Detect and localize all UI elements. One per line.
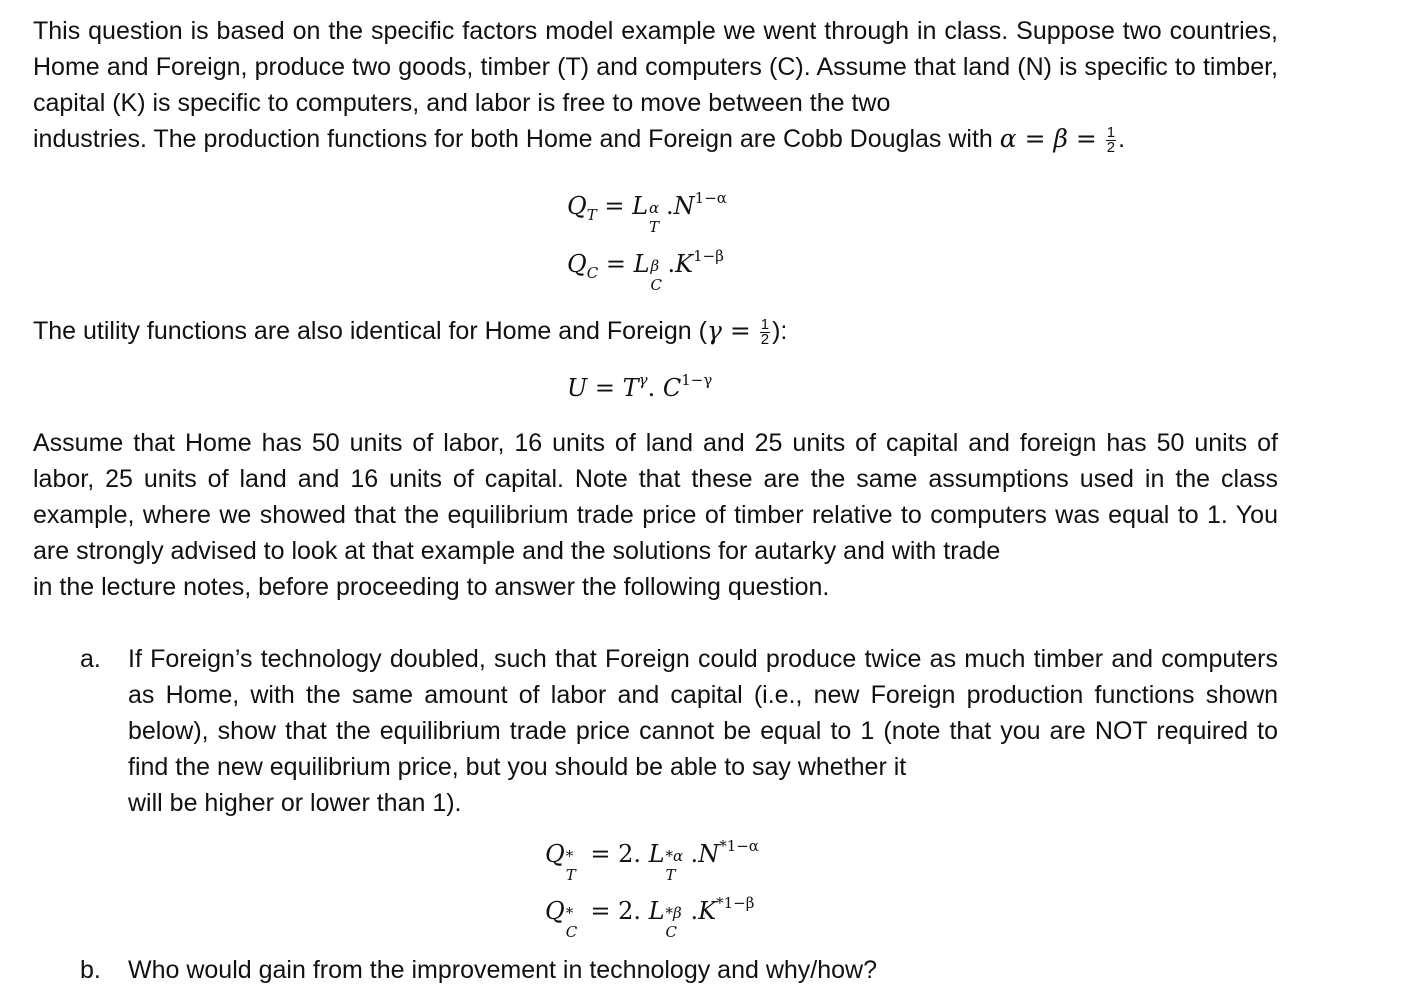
question-b-text: Who would gain from the improvement in technology and why/how? <box>128 956 878 984</box>
gamma-fraction: $\frac{1}{2}$ <box>760 315 770 348</box>
intro-paragraph <box>33 13 1278 157</box>
question-a-text: If Foreign’s technology doubled, such that Foreign could produce twice as much timber and computers as Home, with the same amount of labor and capital (i.e., new Foreign production functions shown below), show that the equilibrium trade price cannot be equal to 1 (note that you are NOT required to find the new equilibrium price, but you should be able to say whether it will be higher or lower than 1). <box>128 645 1278 817</box>
assumptions-last-line: in the lecture notes, before proceeding to answer the following question. <box>33 573 830 601</box>
question-b-label: b. <box>80 956 101 984</box>
assumptions-paragraph <box>33 425 1278 605</box>
intro-last-line: industries. The production functions for both Home and Foreign are Cobb Douglas with α = β = $\frac{1}{2}$ . <box>33 123 1126 156</box>
timber-production-equation: $Q_T = L$ α T $.N^{1-\alpha}$ <box>567 189 727 236</box>
intro-body: This question is based on the specific factors model example we went through in class. Suppose two countries, Home and Foreign, produce two goods, timber (T) and computers (C). Assume that land (N) is specific to timber, capital (K) is specific to computers, and labor is free to move between the two <box>33 17 1278 117</box>
question-a-label: a. <box>80 645 101 673</box>
foreign-timber-production-equation: Q * T = 2. L *α T $.N^{*1-\alpha}$ <box>545 837 759 884</box>
utility-equation: $U = T^\gamma$. $C^{1-\gamma}$ <box>567 371 713 402</box>
utility-sentence: The utility functions are also identical for Home and Foreign (γ = $\frac{1}{2}$ ): <box>33 315 788 348</box>
half-fraction: $\frac{1}{2}$ <box>1106 123 1116 156</box>
assumptions-body: Assume that Home has 50 units of labor, 16 units of land and 25 units of capital and foreign has 50 units of labor, 25 units of land and 16 units of capital. Note that these are the same assumptions used in the class example, where we showed that the equilibrium trade price of timber relative to computers was equal to 1. You are strongly advised to look at that example and the solutions for autarky and with trade <box>33 429 1278 565</box>
foreign-computer-production-equation: Q * C = 2. L *β C $.K^{*1-\beta}$ <box>545 894 755 941</box>
gamma-eq: γ = <box>706 316 751 345</box>
alpha-beta: α = β = <box>999 124 1097 153</box>
computer-production-equation: $Q_C = L$ β C $.K^{1-\beta}$ <box>567 247 724 294</box>
